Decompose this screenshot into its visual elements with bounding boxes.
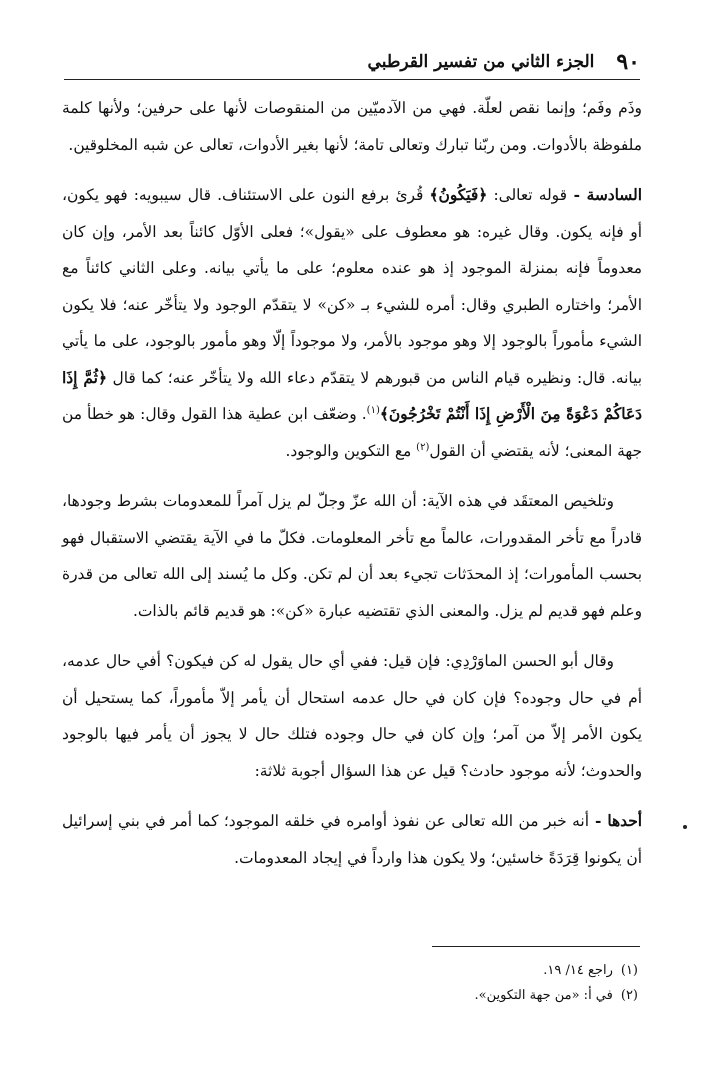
paragraph-4 — [62, 643, 642, 789]
paragraph-1 — [62, 90, 642, 163]
header-rule — [64, 79, 640, 80]
footnote-2 — [62, 983, 638, 1008]
paragraph-3-text: وتلخيص المعتقَد في هذه الآية: أن الله عزّ وجلّ لم يزل آمراً للمعدومات بشرط وجودها، قادراً مع تأخر المقدورات، عالماً مع تأخر المعلومات. فكلّ ما في الآية يقتضي الاستقبال فهو بحسب المأمورات؛ إذ المحدَثات تجيء بعد أن لم تكن. وكل ما يُسند إلى الله تعالى من قدرة وعلم فهو قديم لم يزل. والمعنى الذي تقتضيه عبارة «كن»: هو قديم قائم بالذات. — [62, 492, 642, 620]
footnotes — [62, 958, 638, 1008]
margin-mark — [683, 825, 687, 829]
page-header — [64, 44, 640, 80]
paragraph-2 — [62, 177, 642, 469]
paragraph-2-text-b: قُرئ برفع النون على الاستئناف. قال سيبويه: فهو يكون، أو فإنه يكون. وقال غيره: هو معطوف على «يقول»؛ فعلى الأوّل كائناً بعد الأمر، وإن كان معدوماً فإنه بمنزلة الموجود إذ هو عنده معلوم؛ على ما يأتي بيانه. وعلى الثاني كائناً مع الأمر؛ واختاره الطبري وقال: أمره للشيء بـ «كن» لا يتقدّم الوجود ولا يتأخّر عنه؛ فلا يكون الشيء مأموراً بالوجود إلا وهو موجود بالأمر، ولا موجوداً إلّا وهو مأمور بالوجود، على ما يأتي بيانه. قال: ونظيره قيام الناس من قبورهم لا يتقدّم دعاء الله ولا يتأخّر عنه؛ كما قال — [62, 186, 642, 387]
footnote-ref-1[interactable]: (١) — [366, 404, 380, 416]
section-label-sixth: السادسة - — [566, 186, 642, 204]
page-number: ٩٠ — [616, 49, 640, 75]
quran-quote-verse: ﴿ثُمَّ إِذَا دَعَاكُمْ دَعْوَةً مِنَ الْأَرْضِ إِذَا أَنْتُمْ تَخْرُجُونَ﴾ — [62, 368, 642, 423]
paragraph-2-text-c: . وضعّف ابن عطية هذا القول وقال: هو خطأ من جهة المعنى؛ لأنه يقتضي أن القول — [62, 405, 642, 460]
paragraph-2-text-a: قوله تعالى: — [487, 186, 567, 204]
footnote-rule — [432, 946, 640, 947]
paragraph-1-text: وذَم وفَم؛ وإنما نقص لعلّة. فهي من الآدميّين من المنقوصات لأنها على حرفين؛ ولأنها كلمة ملفوظة بالأدوات. ومن ربّنا تبارك وتعالى تامة؛ لأنها بغير الأدوات، تعالى عن شبه المخلوقين. — [62, 99, 642, 154]
footnote-1 — [62, 958, 638, 983]
paragraph-3 — [62, 483, 642, 629]
footnote-2-text: في أ: «من جهة التكوين». — [474, 988, 613, 1003]
footnote-ref-2[interactable]: (٢) — [416, 441, 430, 453]
paragraph-5 — [62, 803, 642, 876]
paragraph-5-text: أنه خبر من الله تعالى عن نفوذ أوامره في خلقه الموجود؛ كما أمر في بني إسرائيل أن يكونوا قِرَدَةً خاسئين؛ ولا يكون هذا وارداً في إيجاد المعدومات. — [62, 812, 642, 867]
paragraph-4-text: وقال أبو الحسن الماوَرْدِي: فإن قيل: ففي أي حال يقول له كن فيكون؟ أفي حال عدمه، أم في حال وجوده؟ فإن كان في حال عدمه استحال أن يأمر إلاّ مأموراً، كما يستحيل أن يكون الأمر إلاّ من آمر؛ وإن كان في حال وجوده فتلك حال لا يجوز أن يأمر فيها بالوجود والحدوث؛ لأنه موجود حادث؟ قيل عن هذا السؤال أجوبة ثلاثة: — [62, 652, 642, 780]
footnote-2-number: (٢) — [620, 988, 638, 1003]
footnote-1-text: راجع ١٤/ ١٩. — [543, 963, 613, 978]
section-label-first: أحدها - — [589, 812, 642, 830]
body-text — [62, 90, 642, 890]
paragraph-2-text-d: مع التكوين والوجود. — [285, 441, 417, 460]
footnote-1-number: (١) — [620, 963, 638, 978]
quran-quote-fayakun: ﴿فَيَكُونُ﴾ — [429, 186, 488, 204]
running-title: الجزء الثاني من تفسير القرطبي — [367, 52, 595, 72]
